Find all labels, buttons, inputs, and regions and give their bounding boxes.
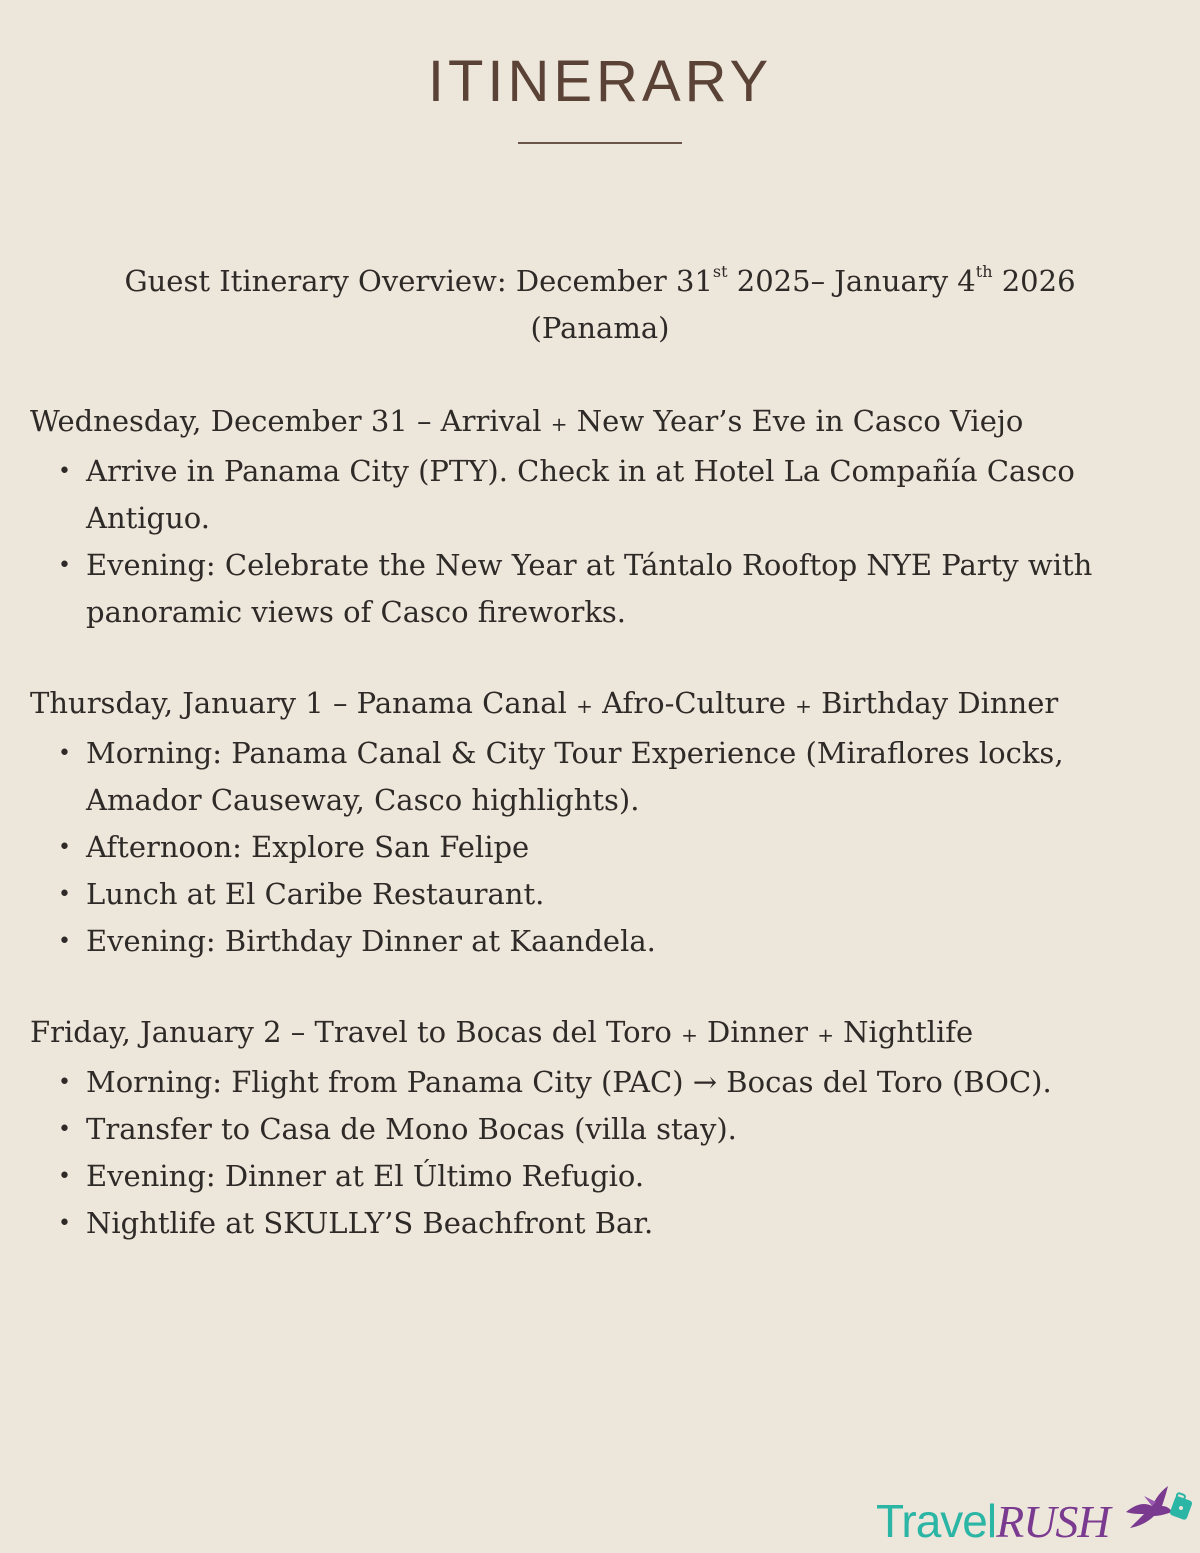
plus-sign: + [817, 1023, 834, 1047]
overview-suffix: 2026 [992, 264, 1076, 298]
list-item-text: Evening: Celebrate the New Year at Tántalo Rooftop NYE Party with panoramic views of Casco fireworks. [86, 548, 1093, 629]
list-item-text: Evening: Dinner at El Último Refugio. [86, 1159, 645, 1193]
bullet: • [58, 882, 71, 907]
list-item [30, 1059, 1170, 1106]
day-heading [30, 398, 1170, 448]
overview-prefix: Guest Itinerary Overview: December 31 [124, 264, 713, 298]
bullet: • [58, 741, 71, 766]
list-item-text: Transfer to Casa de Mono Bocas (villa stay). [86, 1112, 737, 1146]
day-section-dec-31 [30, 398, 1170, 636]
day-heading-date: Friday, January 2 – Travel to Bocas del Toro [30, 1015, 682, 1049]
list-item [30, 1153, 1170, 1200]
bullet: • [58, 1117, 71, 1142]
plus-sign: + [681, 1023, 698, 1047]
list-item-text: Evening: Birthday Dinner at Kaandela. [86, 924, 656, 958]
logo-wordmark [876, 1494, 1110, 1548]
list-item [30, 1106, 1170, 1153]
plus-sign: + [550, 412, 568, 436]
list-item-text: Nightlife at SKULLY’S Beachfront Bar. [86, 1206, 654, 1240]
logo-rush-text: RUSH [996, 1496, 1110, 1547]
day-activity-list [30, 448, 1170, 636]
page-title: ITINERARY [427, 49, 773, 114]
bullet: • [58, 553, 71, 578]
travelrush-logo [876, 1482, 1192, 1548]
overview-middle: 2025– January 4 [727, 264, 976, 298]
day-section-jan-2 [30, 1009, 1170, 1247]
overview-location: (Panama) [530, 311, 670, 345]
list-item-text: Morning: Flight from Panama City (PAC) → Bocas del Toro (BOC). [86, 1065, 1052, 1099]
day-heading-date: Wednesday, December 31 – Arrival [30, 404, 551, 438]
plus-sign: + [576, 694, 593, 718]
list-item [30, 871, 1170, 918]
day-heading-rest: Birthday Dinner [811, 686, 1059, 720]
list-item [30, 824, 1170, 871]
day-heading-date: Thursday, January 1 – Panama Canal [30, 686, 577, 720]
bullet: • [58, 459, 71, 484]
list-item [30, 1200, 1170, 1247]
day-heading-mid: Afro-Culture [592, 686, 796, 720]
list-item [30, 448, 1170, 542]
bullet: • [58, 1211, 71, 1236]
plus-sign: + [795, 694, 812, 718]
list-item [30, 542, 1170, 636]
day-heading-rest: Nightlife [833, 1015, 974, 1049]
list-item [30, 918, 1170, 965]
day-section-jan-1 [30, 680, 1170, 965]
overview-sup-th: th [975, 262, 993, 281]
logo-travel-text: Travel [876, 1495, 997, 1547]
day-activity-list [30, 1059, 1170, 1247]
day-heading-mid: Dinner [697, 1015, 818, 1049]
list-item [30, 730, 1170, 824]
itinerary-overview [60, 258, 1140, 352]
bullet: • [58, 1164, 71, 1189]
list-item-text: Lunch at El Caribe Restaurant. [86, 877, 545, 911]
list-item-text: Morning: Panama Canal & City Tour Experience (Miraflores locks, Amador Causeway, Casco highlights). [86, 736, 1064, 817]
day-heading [30, 1009, 1170, 1059]
title-divider [518, 142, 682, 144]
bullet: • [58, 1070, 71, 1095]
day-activity-list [30, 730, 1170, 965]
list-item-text: Afternoon: Explore San Felipe [86, 830, 530, 864]
hummingbird-luggage-icon [1122, 1482, 1192, 1538]
day-heading [30, 680, 1170, 730]
bullet: • [58, 835, 71, 860]
list-item-text: Arrive in Panama City (PTY). Check in at Hotel La Compañía Casco Antiguo. [86, 454, 1075, 535]
day-heading-rest: New Year’s Eve in Casco Viejo [567, 404, 1024, 438]
overview-sup-st: st [712, 262, 728, 281]
bullet: • [58, 929, 71, 954]
